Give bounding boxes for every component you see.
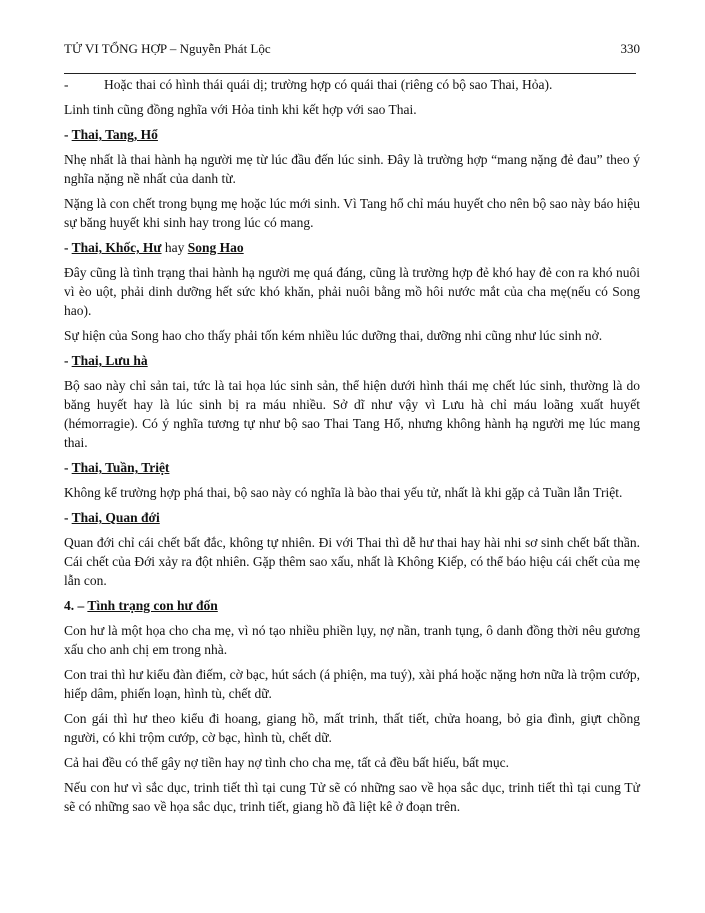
heading-prefix: 4. – [64,598,88,613]
paragraph: Con trai thì hư kiểu đàn điếm, cờ bạc, hút sách (á phiện, ma tuý), xài phá hoặc nặng hơn nữa là trộm cướp, hiếp dâm, phiến loạn, hình tù, chết dữ. [64,667,640,701]
paragraph: Quan đới chỉ cái chết bất đắc, không tự nhiên. Đi với Thai thì dễ hư thai hay hài nhi sơ sinh chết bất thần. Cái chết của Đới xảy ra đột nhiên. Gặp thêm sao xấu, nhất là Không Kiếp, có thể báo hiệu cái chết của mẹ lẫn con. [64,535,640,588]
heading-title-2: Song Hao [187,240,244,255]
heading-prefix: - [64,460,72,475]
section-heading-thai-tang-ho [64,125,640,144]
bullet-dash: - [64,77,69,92]
header-title: TỬ VI TỔNG HỢP – Nguyễn Phát Lộc [64,41,271,56]
paragraph: Cả hai đều có thể gây nợ tiền hay nợ tình cho cha mẹ, tất cả đều bất hiếu, bất mục. [64,755,510,770]
heading-title: Thai, Tuần, Triệt [71,460,170,475]
header-divider [64,73,636,74]
section-heading-thai-khoc-hu [64,238,640,257]
heading-title: Thai, Khốc, Hư [71,240,162,255]
section-heading-con-hu-don [64,596,640,615]
heading-title: Thai, Lưu hà [71,353,148,368]
paragraph: Con hư là một họa cho cha mẹ, vì nó tạo nhiều phiền lụy, nợ nần, tranh tụng, ô danh đồng thời nêu gương xấu cho anh chị em trong nhà. [64,623,640,657]
paragraph: Nếu con hư vì sắc dục, trinh tiết thì tại cung Tử sẽ có những sao về họa sắc dục, trinh tiết thì tại cung Tử sẽ có những sao về họa sắc dục, trinh tiết, giang hồ đã liệt kê ở đoạn trên. [64,780,640,814]
heading-title: Thai, Quan đới [71,510,160,525]
paragraph: Không kể trường hợp phá thai, bộ sao này có nghĩa là bào thai yếu tử, nhất là khi gặp cả Tuần lẫn Triệt. [64,485,623,500]
bullet-item [64,75,640,94]
heading-prefix: - [64,510,72,525]
bullet-text: Hoặc thai có hình thái quái dị; trường hợp có quái thai (riêng có bộ sao Thai, Hỏa). [104,77,553,92]
document-body [64,75,640,822]
paragraph: Nhẹ nhất là thai hành hạ người mẹ từ lúc đầu đến lúc sinh. Đây là trường hợp “mang nặng đẻ đau” theo ý nghĩa nặng nề nhất của danh từ. [64,152,640,186]
paragraph: Đây cũng là tình trạng thai hành hạ người mẹ quá đáng, cũng là trường hợp đẻ khó hay đẻ con ra khó nuôi vì èo uột, phải dinh dưỡng hết sức khó khăn, phải nuôi bằng mồ hôi nước mắt của cha mẹ(nếu có Song hao). [64,265,640,318]
heading-prefix: - [64,353,72,368]
heading-title: Tình trạng con hư đốn [87,598,218,613]
section-heading-thai-luu-ha [64,351,640,370]
paragraph: Nặng là con chết trong bụng mẹ hoặc lúc mới sinh. Vì Tang hổ chỉ máu huyết cho nên bộ sao này báo hiệu sự băng huyết khi sinh hay trong lúc có mang. [64,196,640,230]
page-number: 330 [620,41,640,56]
paragraph: Con gái thì hư theo kiểu đi hoang, giang hồ, mất trinh, thất tiết, chửa hoang, bỏ gia đình, giựt chồng người, có khi trộm cướp, cờ bạc, hình tù, chết dữ. [64,711,640,745]
heading-prefix: - [64,240,72,255]
paragraph: Sự hiện của Song hao cho thấy phải tốn kém nhiều lúc dưỡng thai, dưỡng nhi cũng như lúc sinh nở. [64,328,603,343]
paragraph: Bộ sao này chỉ sản tai, tức là tai họa lúc sinh sản, thể hiện dưới hình thái mẹ chết lúc sinh, thường là do băng huyết hay là lúc sinh bị ra máu nhiều. Sở dĩ như vậy vì Lưu hà chỉ máu loãng xuất huyết (hémorragie). Có ý nghĩa tương tự như bộ sao Thai Tang Hổ, nhưng không hành hạ người mẹ lúc mang thai. [64,378,640,450]
heading-prefix: - [64,127,72,142]
heading-title: Thai, Tang, Hổ [71,127,158,142]
section-heading-thai-quan-doi [64,508,640,527]
heading-connector: hay [161,240,188,255]
section-heading-thai-tuan-triet [64,458,640,477]
paragraph: Linh tinh cũng đồng nghĩa với Hỏa tinh khi kết hợp với sao Thai. [64,102,417,117]
